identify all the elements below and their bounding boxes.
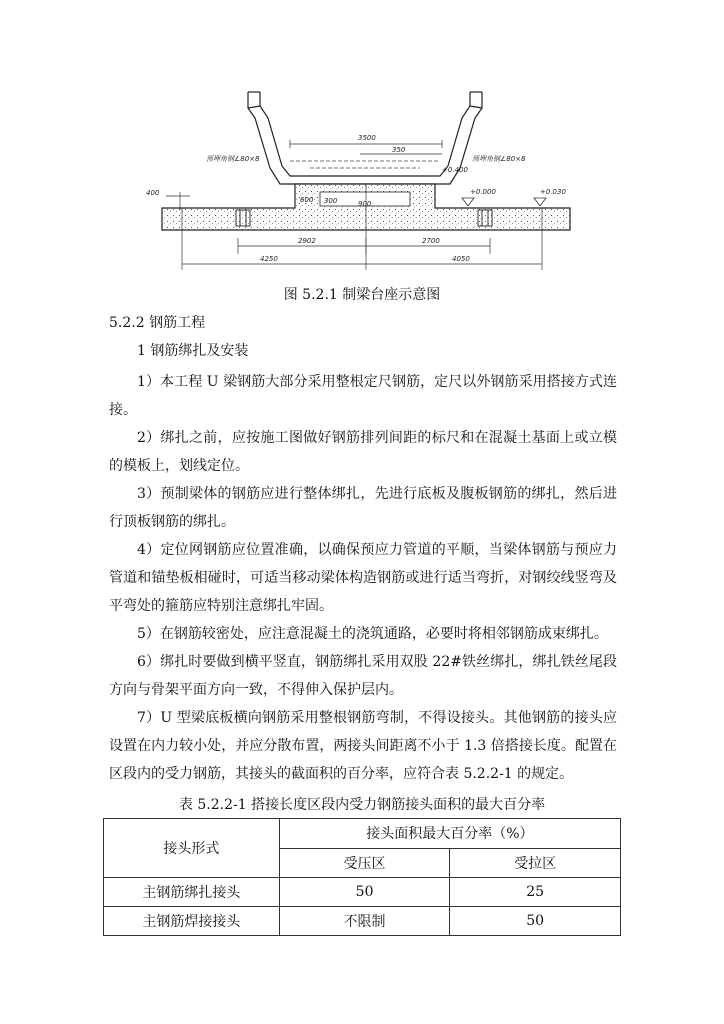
- paragraph-3: 3）预制梁体的钢筋应进行整体绑扎，先进行底板及腹板钢筋的绑扎，然后进行顶板钢筋的绑扎。: [109, 486, 617, 530]
- row-type: 主钢筋焊接接头: [104, 907, 280, 936]
- section-subheading: 1 钢筋绑扎及安装: [137, 343, 249, 359]
- splice-percentage-table: [103, 818, 621, 936]
- dim-300: 300: [324, 197, 338, 205]
- paragraph-5: 5）在钢筋较密处，应注意混凝土的浇筑通路，必要时将相邻钢筋成束绑扎。: [137, 626, 608, 642]
- table-row: [104, 907, 621, 936]
- section-heading: 5.2.2 钢筋工程: [109, 315, 206, 331]
- label-elev-0030: +0.030: [540, 188, 566, 196]
- row-compress: 50: [279, 878, 450, 907]
- header-tension-zone: 受拉区: [450, 848, 621, 878]
- paragraph-4: 4）定位网钢筋应位置准确，以确保预应力管道的平顺，当梁体钢筋与预应力管道和锚垫板相碰时，可适当移动梁体构造钢筋或进行适当弯折，对钢绞线竖弯及平弯处的箍筋应特别注意绑扎牢固。: [109, 542, 617, 614]
- row-compress: 不限制: [279, 907, 450, 936]
- pedestal-diagram: [146, 88, 580, 278]
- paragraph-6: 6）绑扎时要做到横平竖直，钢筋绑扎采用双股 22#铁丝绑扎，绑扎铁丝尾段方向与骨架平面方向一致，不得伸入保护层内。: [109, 654, 617, 698]
- dim-2902: 2902: [298, 237, 316, 245]
- paragraph-7: 7）U 型梁底板横向钢筋采用整根钢筋弯制，不得设接头。其他钢筋的接头应设置在内力较小处，并应分散布置，两接头间距离不小于 1.3 倍搭接长度。配置在区段内的受力钢筋，其接头的截面积的百分率，应符合表 5.2.2-1 的规定。: [109, 710, 617, 782]
- row-tension: 25: [450, 878, 621, 907]
- dim-600: 600: [300, 196, 314, 204]
- label-left-angle: 预埋角钢∠80×8: [206, 155, 260, 163]
- paragraph-2: 2）绑扎之前，应按施工图做好钢筋排列间距的标尺和在混凝土基面上或立模的模板上，划线定位。: [109, 430, 617, 474]
- header-compression-zone: 受压区: [279, 848, 450, 878]
- dim-350: 350: [392, 146, 406, 154]
- figure-caption: 图 5.2.1 制梁台座示意图: [283, 287, 441, 303]
- header-joint-type: 接头形式: [104, 819, 280, 878]
- table-row: [104, 878, 621, 907]
- dim-2700: 2700: [422, 237, 440, 245]
- dim-400: 400: [146, 189, 160, 197]
- paragraph-1: 1）本工程 U 梁钢筋大部分采用整根定尺钢筋，定尺以外钢筋采用搭接方式连接。: [109, 374, 617, 418]
- header-max-percentage: 接头面积最大百分率（%）: [279, 819, 620, 849]
- dim-4250: 4250: [260, 255, 278, 263]
- dim-4050: 4050: [452, 255, 470, 263]
- row-tension: 50: [450, 907, 621, 936]
- label-elev-0000: +0.000: [470, 188, 496, 196]
- table-caption: 表 5.2.2-1 搭接长度区段内受力钢筋接头面积的最大百分率: [178, 797, 546, 813]
- label-right-angle: 预埋角钢∠80×8: [472, 155, 526, 163]
- dim-900: 900: [358, 200, 372, 208]
- label-elev-0400: +0.400: [442, 166, 468, 174]
- dim-3500: 3500: [358, 134, 376, 142]
- row-type: 主钢筋绑扎接头: [104, 878, 280, 907]
